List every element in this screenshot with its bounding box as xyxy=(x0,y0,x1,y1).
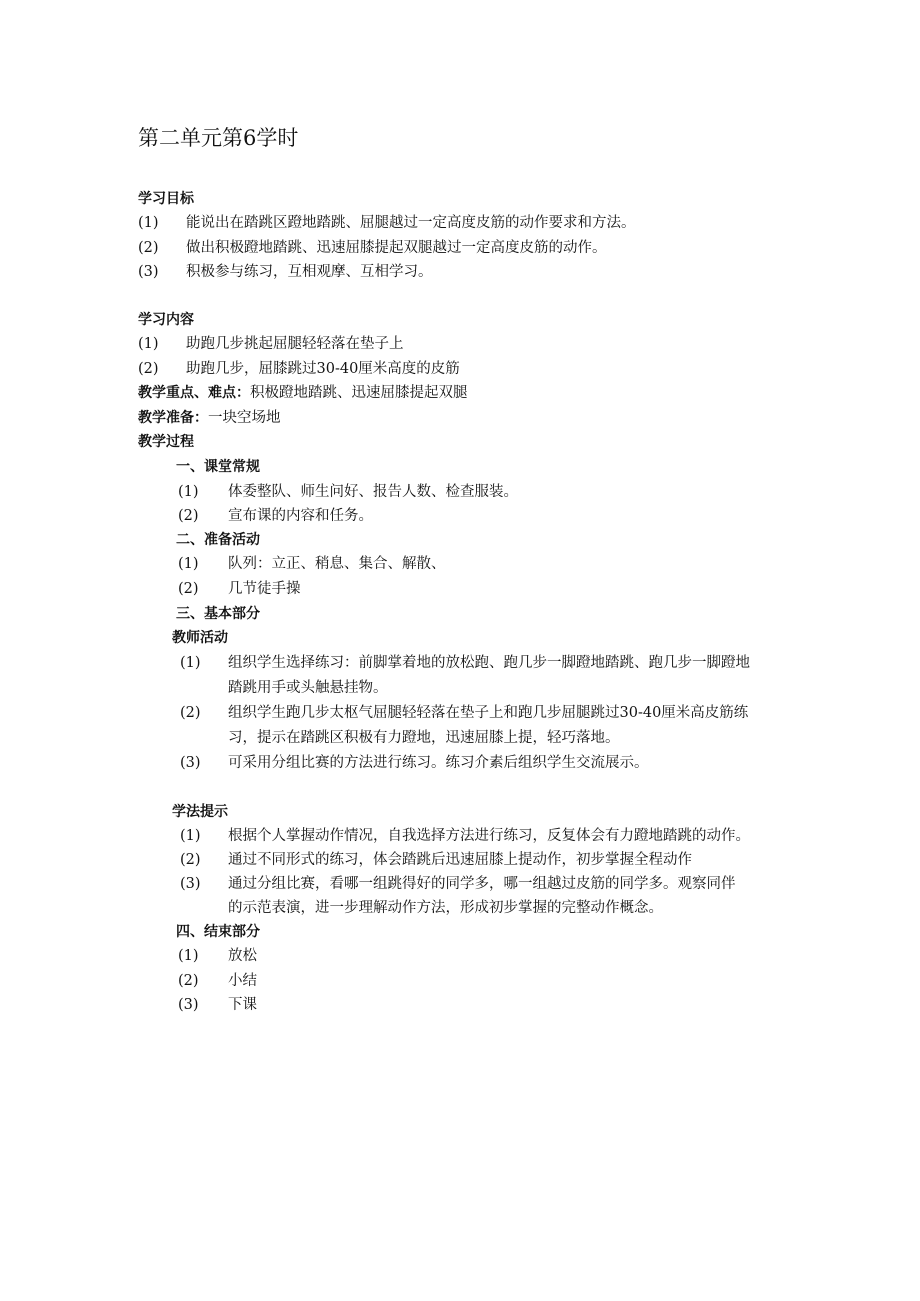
objectives-heading: 学习目标 xyxy=(138,191,194,207)
part2-num: (2) xyxy=(178,581,199,597)
content-num: (2) xyxy=(138,361,159,377)
key-points-label: 教学重点、难点： xyxy=(138,385,250,401)
part4-num: (1) xyxy=(178,948,199,964)
content-num: (1) xyxy=(138,336,159,352)
teacher-num: (2) xyxy=(180,705,201,721)
teacher-num: (3) xyxy=(180,755,201,771)
teacher-heading: 教师活动 xyxy=(172,630,228,646)
tips-num: (2) xyxy=(180,852,201,868)
objective-text: 做出积极蹬地踏跳、迅速屈膝提起双腿越过一定高度皮筋的动作。 xyxy=(186,240,607,256)
page-title: 第二单元第6学时 xyxy=(138,126,299,150)
key-points-text: 积极蹬地踏跳、迅速屈膝提起双腿 xyxy=(250,385,468,401)
teacher-text-line2: 习，提示在踏跳区积极有力蹬地，迅速屈膝上提，轻巧落地。 xyxy=(228,730,620,746)
content-heading: 学习内容 xyxy=(138,312,194,328)
part1-num: (2) xyxy=(178,508,199,524)
teacher-text-line1: 组织学生跑几步太枢气屈腿轻轻落在垫子上和跑几步屈腿跳过30-40厘米高皮筋练 xyxy=(228,705,749,721)
objective-num: (3) xyxy=(138,264,159,280)
preparation xyxy=(138,407,281,429)
part2-text: 几节徒手操 xyxy=(228,581,301,597)
part2-heading: 二、准备活动 xyxy=(176,532,260,548)
part4-heading: 四、结束部分 xyxy=(176,924,260,940)
tips-item-3-cont xyxy=(228,897,663,919)
tips-text-line1: 通过不同形式的练习，体会踏跳后迅速屈膝上提动作，初步掌握全程动作 xyxy=(228,852,692,868)
part2-num: (1) xyxy=(178,556,199,572)
part3-heading: 三、基本部分 xyxy=(176,606,260,622)
tips-heading: 学法提示 xyxy=(172,804,228,820)
tips-num: (1) xyxy=(180,828,201,844)
objective-text: 能说出在踏跳区蹬地踏跳、屈腿越过一定高度皮筋的动作要求和方法。 xyxy=(186,215,636,231)
part4-num: (3) xyxy=(178,997,199,1013)
part1-text: 宣布课的内容和任务。 xyxy=(228,508,373,524)
part1-text: 体委整队、师生问好、报告人数、检查服装。 xyxy=(228,484,518,500)
tips-text-line1: 根据个人掌握动作情况，自我选择方法进行练习，反复体会有力蹬地踏跳的动作。 xyxy=(228,828,750,844)
preparation-label: 教学准备： xyxy=(138,410,208,426)
teacher-item-1-cont xyxy=(228,677,388,699)
part1-num: (1) xyxy=(178,484,199,500)
part4-text: 下课 xyxy=(228,997,257,1013)
teacher-num: (1) xyxy=(180,655,201,671)
part1-heading: 一、课堂常规 xyxy=(176,459,260,475)
tips-num: (3) xyxy=(180,876,201,892)
content-text: 助跑几步挑起屈腿轻轻落在垫子上 xyxy=(186,336,404,352)
part2-text: 队列：立正、稍息、集合、解散、 xyxy=(228,556,446,572)
teacher-item-2-cont xyxy=(228,727,620,749)
part4-text: 小结 xyxy=(228,973,257,989)
objective-text: 积极参与练习，互相观摩、互相学习。 xyxy=(186,264,433,280)
process-heading: 教学过程 xyxy=(138,434,194,450)
key-points xyxy=(138,382,468,404)
teacher-text-line2: 踏跳用手或头触悬挂物。 xyxy=(228,680,388,696)
part4-text: 放松 xyxy=(228,948,257,964)
tips-text-line2: 的示范表演，进一步理解动作方法，形成初步掌握的完整动作概念。 xyxy=(228,900,663,916)
objective-num: (2) xyxy=(138,240,159,256)
teacher-text-line1: 可采用分组比赛的方法进行练习。练习介素后组织学生交流展示。 xyxy=(228,755,649,771)
content-text: 助跑几步，屈膝跳过30-40厘米高度的皮筋 xyxy=(186,361,460,377)
tips-text-line1: 通过分组比赛，看哪一组跳得好的同学多，哪一组越过皮筋的同学多。观察同伴 xyxy=(228,876,736,892)
objective-num: (1) xyxy=(138,215,159,231)
teacher-text-line1: 组织学生选择练习：前脚掌着地的放松跑、跑几步一脚蹬地踏跳、跑几步一脚蹬地 xyxy=(228,655,750,671)
part4-num: (2) xyxy=(178,973,199,989)
preparation-text: 一块空场地 xyxy=(208,410,281,426)
